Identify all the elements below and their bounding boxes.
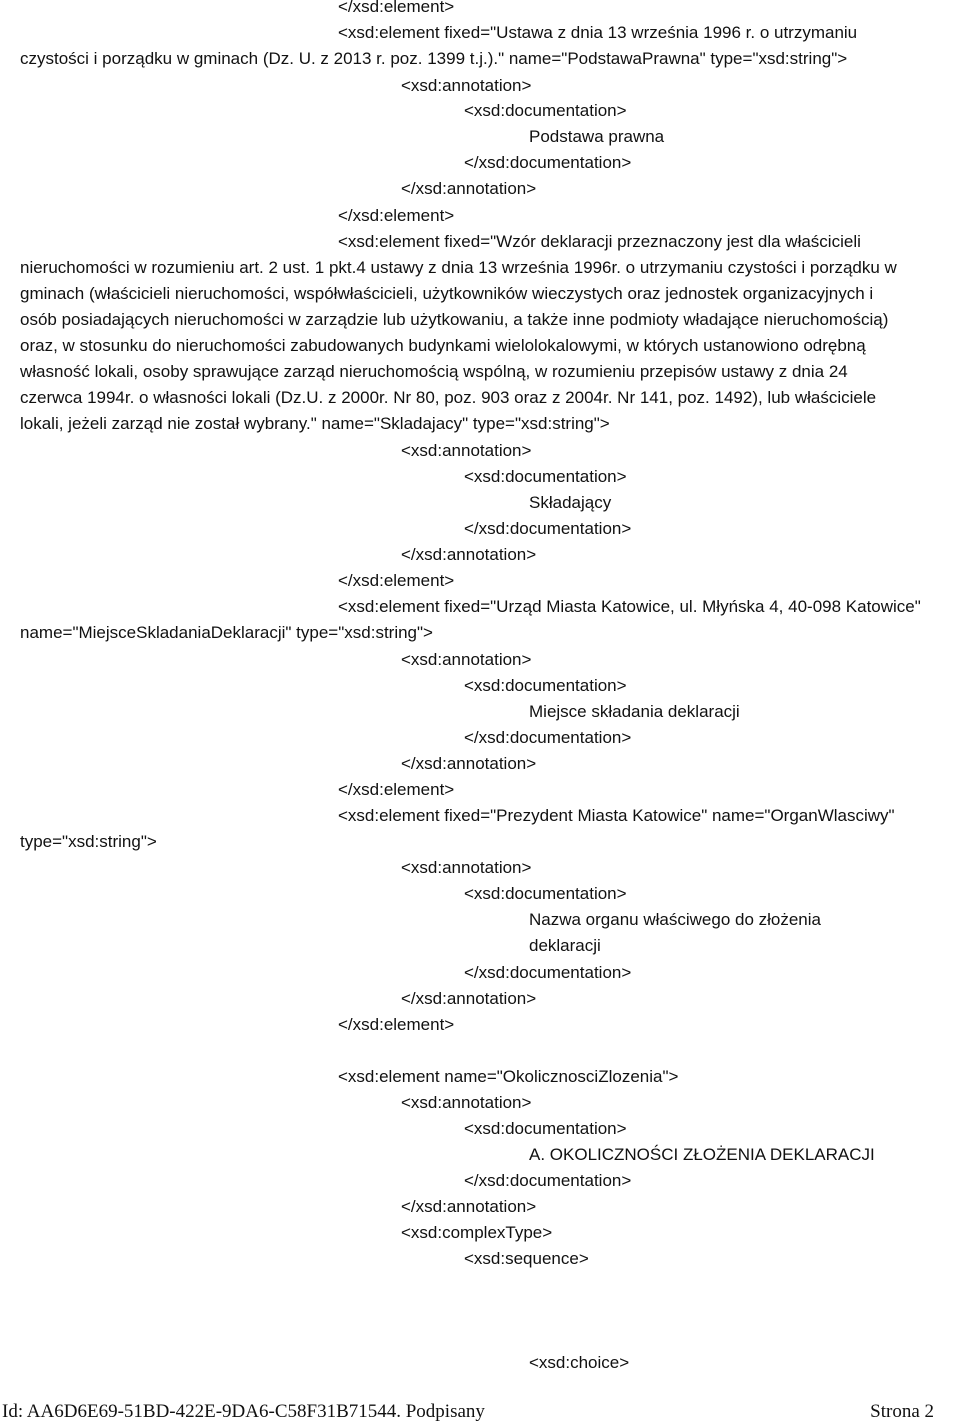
text-line: <xsd:documentation> bbox=[464, 467, 627, 486]
text-line: <xsd:element name="OkolicznosciZlozenia"> bbox=[338, 1067, 679, 1086]
text-line: <xsd:documentation> bbox=[464, 676, 627, 695]
text-line: <xsd:documentation> bbox=[464, 884, 627, 903]
text-line: </xsd:annotation> bbox=[401, 754, 537, 773]
text-line: </xsd:element> bbox=[338, 0, 455, 16]
text-line: <xsd:element fixed="Ustawa z dnia 13 września 1996 r. o utrzymaniu bbox=[338, 23, 858, 42]
text-line: </xsd:annotation> bbox=[401, 545, 537, 564]
text-line: osób posiadających nieruchomości w zarządzie lub użytkowaniu, a także inne podmioty władające nieruchomością) bbox=[20, 310, 889, 329]
text-line: lokali, jeżeli zarząd nie został wybrany." name="Skladajacy" type="xsd:string"> bbox=[20, 414, 610, 433]
text-line: </xsd:element> bbox=[338, 780, 455, 799]
text-line: oraz, w stosunku do nieruchomości zabudowanych budynkami wielolokalowymi, w których ustanowiono odrębną bbox=[20, 336, 866, 355]
text-line: <xsd:annotation> bbox=[401, 441, 532, 460]
text-line: Miejsce składania deklaracji bbox=[529, 702, 740, 721]
text-line: name="MiejsceSkladaniaDeklaracji" type="xsd:string"> bbox=[20, 623, 433, 642]
text-line: Nazwa organu właściwego do złożenia bbox=[529, 910, 821, 929]
text-line: deklaracji bbox=[529, 936, 601, 955]
text-line: Składający bbox=[529, 493, 612, 512]
text-line: <xsd:element fixed="Prezydent Miasta Katowice" name="OrganWlasciwy" bbox=[338, 806, 895, 825]
text-line: czerwca 1994r. o własności lokali (Dz.U. z 2000r. Nr 80, poz. 903 oraz z 2004r. Nr 141, poz. 1492), lub właściciele bbox=[20, 388, 877, 407]
text-line: <xsd:annotation> bbox=[401, 76, 532, 95]
text-line: </xsd:annotation> bbox=[401, 1197, 537, 1216]
text-line: </xsd:documentation> bbox=[464, 728, 632, 747]
text-line: <xsd:element fixed="Wzór deklaracji przeznaczony jest dla właścicieli bbox=[338, 232, 861, 251]
text-line: A. OKOLICZNOŚCI ZŁOŻENIA DEKLARACJI bbox=[529, 1145, 875, 1164]
text-line: <xsd:documentation> bbox=[464, 101, 627, 120]
text-line: </xsd:annotation> bbox=[401, 989, 537, 1008]
text-line: </xsd:documentation> bbox=[464, 963, 632, 982]
text-line: </xsd:documentation> bbox=[464, 519, 632, 538]
page-footer bbox=[0, 1400, 960, 1423]
document-id: Id: AA6D6E69-51BD-422E-9DA6-C58F31B71544. Podpisany bbox=[2, 1401, 485, 1422]
text-line: </xsd:element> bbox=[338, 571, 455, 590]
text-line: <xsd:documentation> bbox=[464, 1119, 627, 1138]
text-line: </xsd:documentation> bbox=[464, 1171, 632, 1190]
text-line: własność lokali, osoby sprawujące zarząd nieruchomością wspólną, w rozumieniu przepisów ustawy z dnia 24 bbox=[20, 362, 848, 381]
text-line: </xsd:annotation> bbox=[401, 179, 537, 198]
text-line: <xsd:sequence> bbox=[464, 1249, 589, 1268]
text-line: <xsd:complexType> bbox=[401, 1223, 553, 1242]
text-line: czystości i porządku w gminach (Dz. U. z 2013 r. poz. 1399 t.j.)." name="PodstawaPrawna" type="xsd:string"> bbox=[20, 49, 848, 68]
text-line: type="xsd:string"> bbox=[20, 832, 157, 851]
text-line: </xsd:element> bbox=[338, 1015, 455, 1034]
text-line: <xsd:choice> bbox=[529, 1353, 630, 1372]
text-line: Podstawa prawna bbox=[529, 127, 665, 146]
text-line: <xsd:annotation> bbox=[401, 1093, 532, 1112]
text-line: <xsd:annotation> bbox=[401, 650, 532, 669]
text-line: nieruchomości w rozumieniu art. 2 ust. 1 pkt.4 ustawy z dnia 13 września 1996r. o utrzymaniu czystości i porządku w bbox=[20, 258, 897, 277]
text-line: </xsd:element> bbox=[338, 206, 455, 225]
text-line: <xsd:element fixed="Urząd Miasta Katowice, ul. Młyńska 4, 40-098 Katowice" bbox=[338, 597, 921, 616]
text-line: </xsd:documentation> bbox=[464, 153, 632, 172]
text-line: gminach (właścicieli nieruchomości, współwłaścicieli, użytkowników wieczystych oraz jednostek organizacyjnych i bbox=[20, 284, 874, 303]
text-line: <xsd:annotation> bbox=[401, 858, 532, 877]
page-number: Strona 2 bbox=[870, 1401, 934, 1422]
